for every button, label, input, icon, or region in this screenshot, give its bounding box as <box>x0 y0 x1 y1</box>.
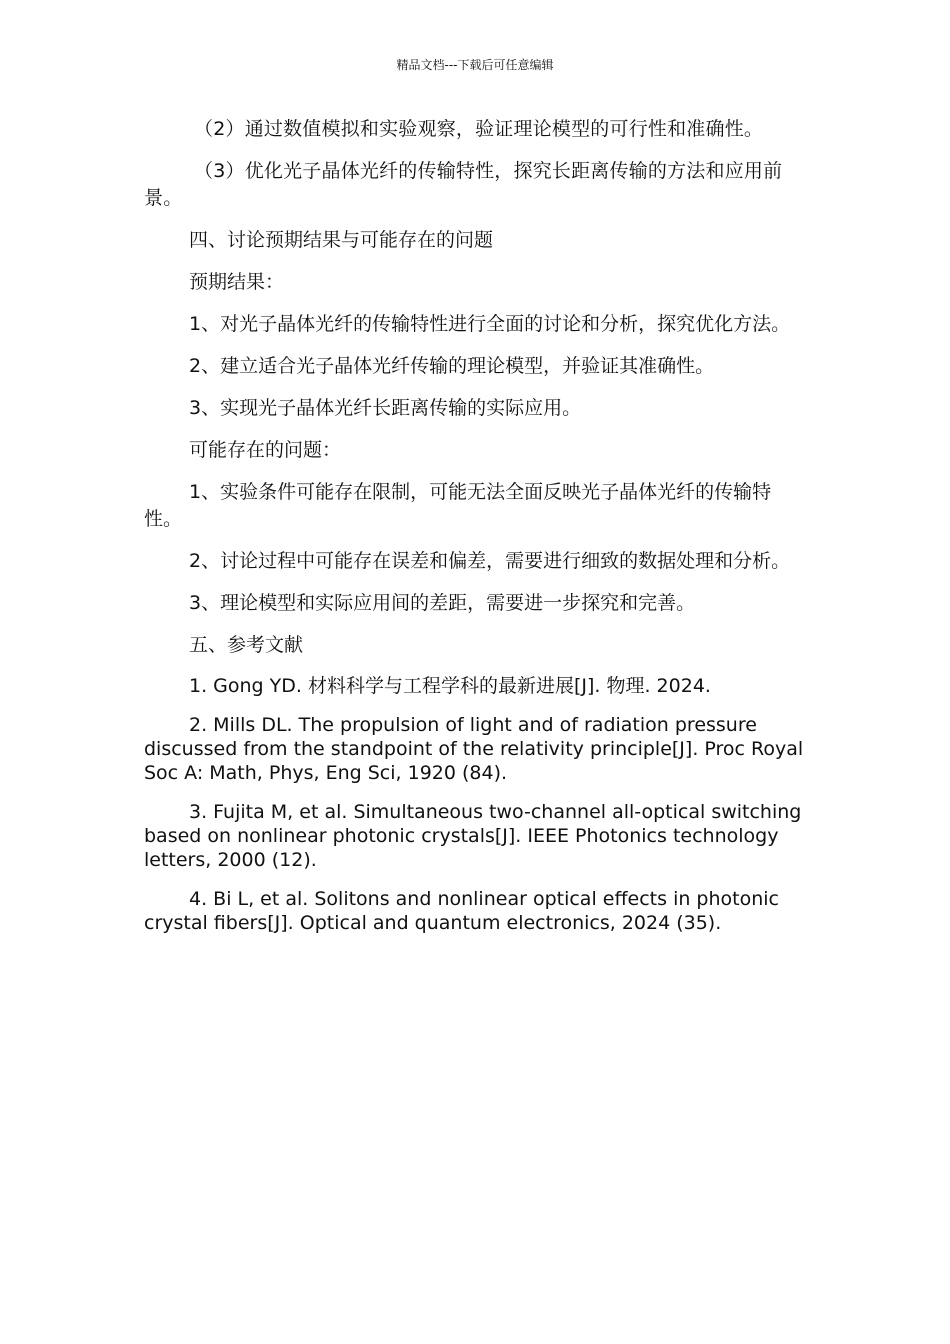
document-body <box>144 116 806 950</box>
expected-result-item: 1、对光子晶体光纤的传输特性进行全面的讨论和分析，探究优化方法。 <box>189 313 791 335</box>
reference-item: 3. Fujita M, et al. Simultaneous two-channel all-optical switching based on nonlinear photonic crystals[J]. IEEE Photonics technology letters, 2000 (12). <box>144 801 802 871</box>
objective-item: （3）优化光子晶体光纤的传输特性，探究长距离传输的方法和应用前景。 <box>144 160 783 209</box>
reference-item: 4. Bi L, et al. Solitons and nonlinear optical effects in photonic crystal fibers[J]. Optical and quantum electronics, 2024 (35). <box>144 888 779 934</box>
reference-item: 1. Gong YD. 材料科学与工程学科的最新进展[J]. 物理. 2024. <box>189 675 711 697</box>
reference-item: 2. Mills DL. The propulsion of light and of radiation pressure discussed from the standpoint of the relativity principle[J]. Proc Royal Soc A: Math, Phys, Eng Sci, 1920 (84). <box>144 714 804 784</box>
subheading-possible-issues: 可能存在的问题： <box>189 439 342 461</box>
issue-item: 3、理论模型和实际应用间的差距，需要进一步探究和完善。 <box>189 592 696 614</box>
issue-item: 2、讨论过程中可能存在误差和偏差，需要进行细致的数据处理和分析。 <box>189 550 791 572</box>
objective-item: （2）通过数值模拟和实验观察，验证理论模型的可行性和准确性。 <box>194 118 764 140</box>
page-header: 精品文档---下载后可任意编辑 <box>396 58 554 72</box>
expected-result-item: 3、实现光子晶体光纤长距离传输的实际应用。 <box>189 397 582 419</box>
subheading-expected-results: 预期结果： <box>189 271 285 293</box>
section-heading: 五、参考文献 <box>189 634 304 656</box>
section-heading: 四、讨论预期结果与可能存在的问题 <box>189 229 494 251</box>
issue-item: 1、实验条件可能存在限制，可能无法全面反映光子晶体光纤的传输特性。 <box>144 481 772 530</box>
expected-result-item: 2、建立适合光子晶体光纤传输的理论模型，并验证其准确性。 <box>189 355 715 377</box>
